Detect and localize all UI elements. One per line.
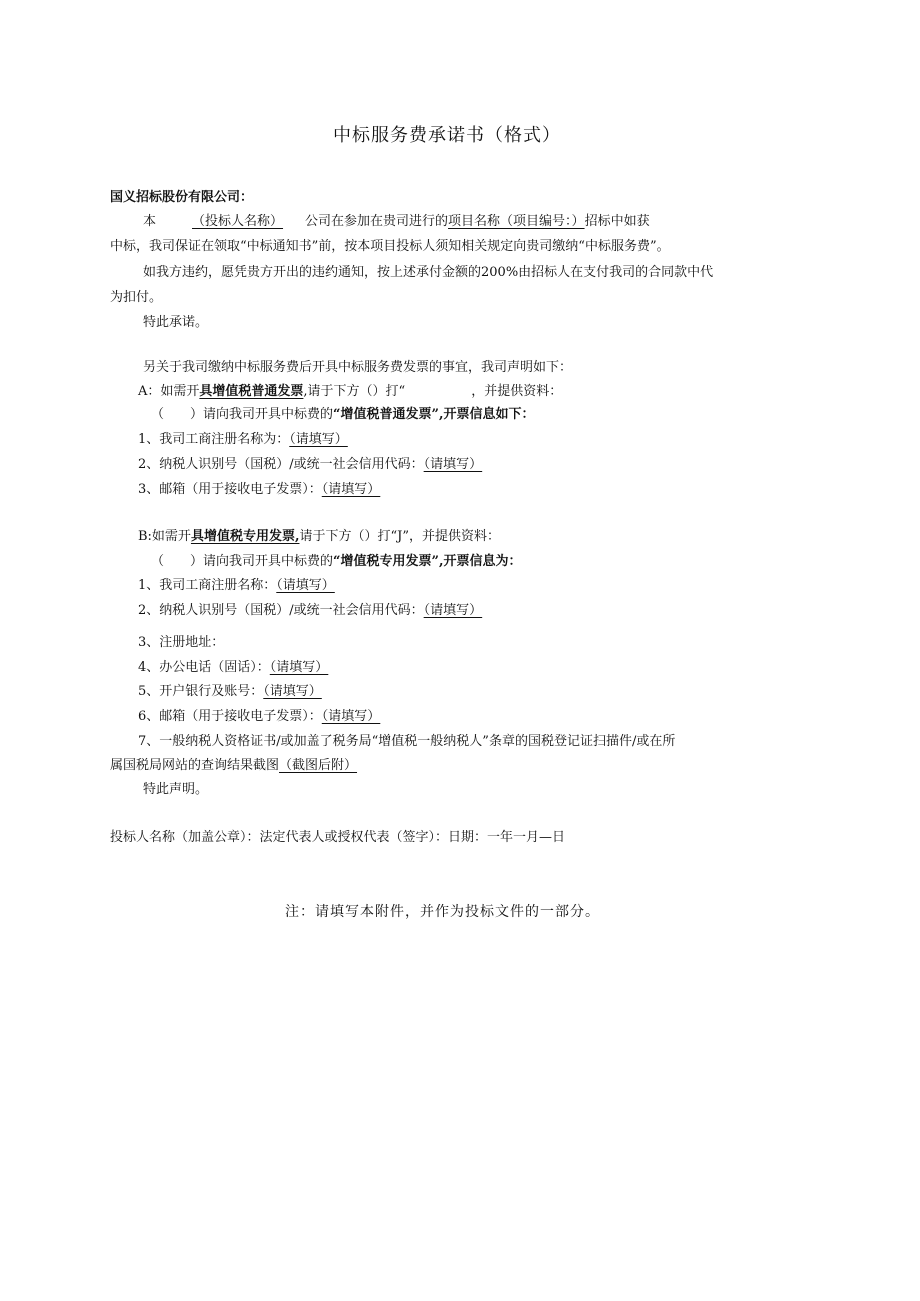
item-label: 4、办公电话（固话）： bbox=[138, 660, 270, 675]
section-b-invoice-name: “增值税专用发票” bbox=[333, 554, 439, 569]
section-b-item-7: 7、一般纳税人资格证书/或加盖了税务局“增值税一般纳税人”条章的国税登记证扫描件/或在所 bbox=[138, 734, 676, 749]
promise-closing: 特此承诺。 bbox=[143, 315, 209, 330]
section-a-checkbox: （ ）请向我司开具中标费的 bbox=[151, 407, 334, 422]
section-a-head-end: ，并提供资料： bbox=[471, 384, 563, 399]
item-label: 3、邮箱（用于接收电子发票）： bbox=[138, 482, 322, 497]
section-a-item-2 bbox=[138, 456, 482, 474]
item-label: 2、纳税人识别号（国税）/或统一社会信用代码： bbox=[138, 603, 424, 618]
section-b-item-5 bbox=[138, 683, 322, 701]
section-a-checkbox-line bbox=[151, 406, 535, 424]
p1-text-c: 招标中如获 bbox=[584, 214, 650, 229]
section-a-check-end: ,开票信息如下： bbox=[438, 407, 535, 422]
declare-closing: 特此声明。 bbox=[143, 782, 209, 797]
screenshot-field: （截图后附） bbox=[279, 758, 358, 773]
paragraph-2: 如我方违约，愿凭贵方开出的违约通知，按上述承付金额的200%由招标人在支付我司的合同款中代 bbox=[143, 265, 714, 280]
section-b-head-text: B:如需开 bbox=[138, 529, 191, 544]
item-label: 1、我司工商注册名称为： bbox=[138, 432, 290, 447]
document-title: 中标服务费承诺书（格式） bbox=[333, 125, 561, 146]
fill-field: （请填写） bbox=[289, 432, 348, 447]
fill-field: （请填写） bbox=[321, 482, 381, 497]
paragraph-1-cont: 中标，我司保证在领取“中标通知书”前，按本项目投标人须知相关规定向贵司缴纳“中标服务费”。 bbox=[110, 239, 670, 254]
section-b-head-end: 请于下方（）打“J”，并提供资料： bbox=[299, 529, 500, 544]
addressee: 国义招标股份有限公司： bbox=[110, 190, 254, 205]
section-a-invoice-type: 具增值税普通发票 bbox=[199, 384, 304, 399]
fill-field: （请填写） bbox=[263, 684, 322, 699]
section-b-item-1 bbox=[138, 577, 335, 595]
p1-text-b: 公司在参加在贵司进行的 bbox=[305, 214, 449, 229]
section-b-invoice-type: 具增值税专用发票, bbox=[190, 529, 300, 544]
section-b-item-7-cont bbox=[110, 757, 357, 775]
bidder-name-field: （投标人名称） bbox=[192, 214, 284, 229]
section-b-check-end: ,开票信息为： bbox=[438, 554, 522, 569]
item-label: 2、纳税人识别号（国税）/或统一社会信用代码： bbox=[138, 457, 424, 472]
section-b-item-4 bbox=[138, 659, 328, 677]
paragraph-2-cont: 为扣付。 bbox=[110, 290, 163, 305]
section-a-heading bbox=[138, 383, 562, 401]
signature-line: 投标人名称（加盖公章）：法定代表人或授权代表（签字）：日期：一年一月—日 bbox=[110, 830, 566, 845]
footer-note: 注：请填写本附件，并作为投标文件的一部分。 bbox=[285, 904, 600, 920]
section-b-heading bbox=[138, 528, 500, 546]
section-a-invoice-name: “增值税普通发票” bbox=[333, 407, 439, 422]
item-label: 5、开户银行及账号： bbox=[138, 684, 264, 699]
section-b-checkbox: （ ）请向我司开具中标费的 bbox=[151, 554, 334, 569]
fill-field: （请填写） bbox=[269, 660, 329, 675]
section-b-item-2 bbox=[138, 602, 482, 620]
invoice-intro: 另关于我司缴纳中标服务费后开具中标服务费发票的事宜，我司声明如下： bbox=[143, 360, 573, 375]
fill-field: （请填写） bbox=[423, 603, 483, 618]
fill-field: （请填写） bbox=[276, 578, 335, 593]
item-label: 6、邮箱（用于接收电子发票）： bbox=[138, 709, 322, 724]
fill-field: （请填写） bbox=[321, 709, 381, 724]
item-label: 1、我司工商注册名称： bbox=[138, 578, 277, 593]
project-name-field: 项目名称（项目编号：） bbox=[448, 214, 585, 229]
section-a-head-mark: ,请于下方（）打“ bbox=[303, 384, 406, 399]
fill-field: （请填写） bbox=[423, 457, 483, 472]
p1-text-a: 本 bbox=[143, 214, 157, 229]
section-b-checkbox-line bbox=[151, 553, 522, 571]
item-7-text: 属国税局网站的查询结果截图 bbox=[110, 758, 280, 773]
section-a-head-text: A：如需开 bbox=[138, 384, 200, 399]
section-a-item-1 bbox=[138, 431, 348, 449]
section-b-item-3: 3、注册地址： bbox=[138, 635, 225, 650]
section-a-item-3 bbox=[138, 481, 380, 499]
section-b-item-6 bbox=[138, 708, 380, 726]
paragraph-1 bbox=[143, 213, 650, 231]
